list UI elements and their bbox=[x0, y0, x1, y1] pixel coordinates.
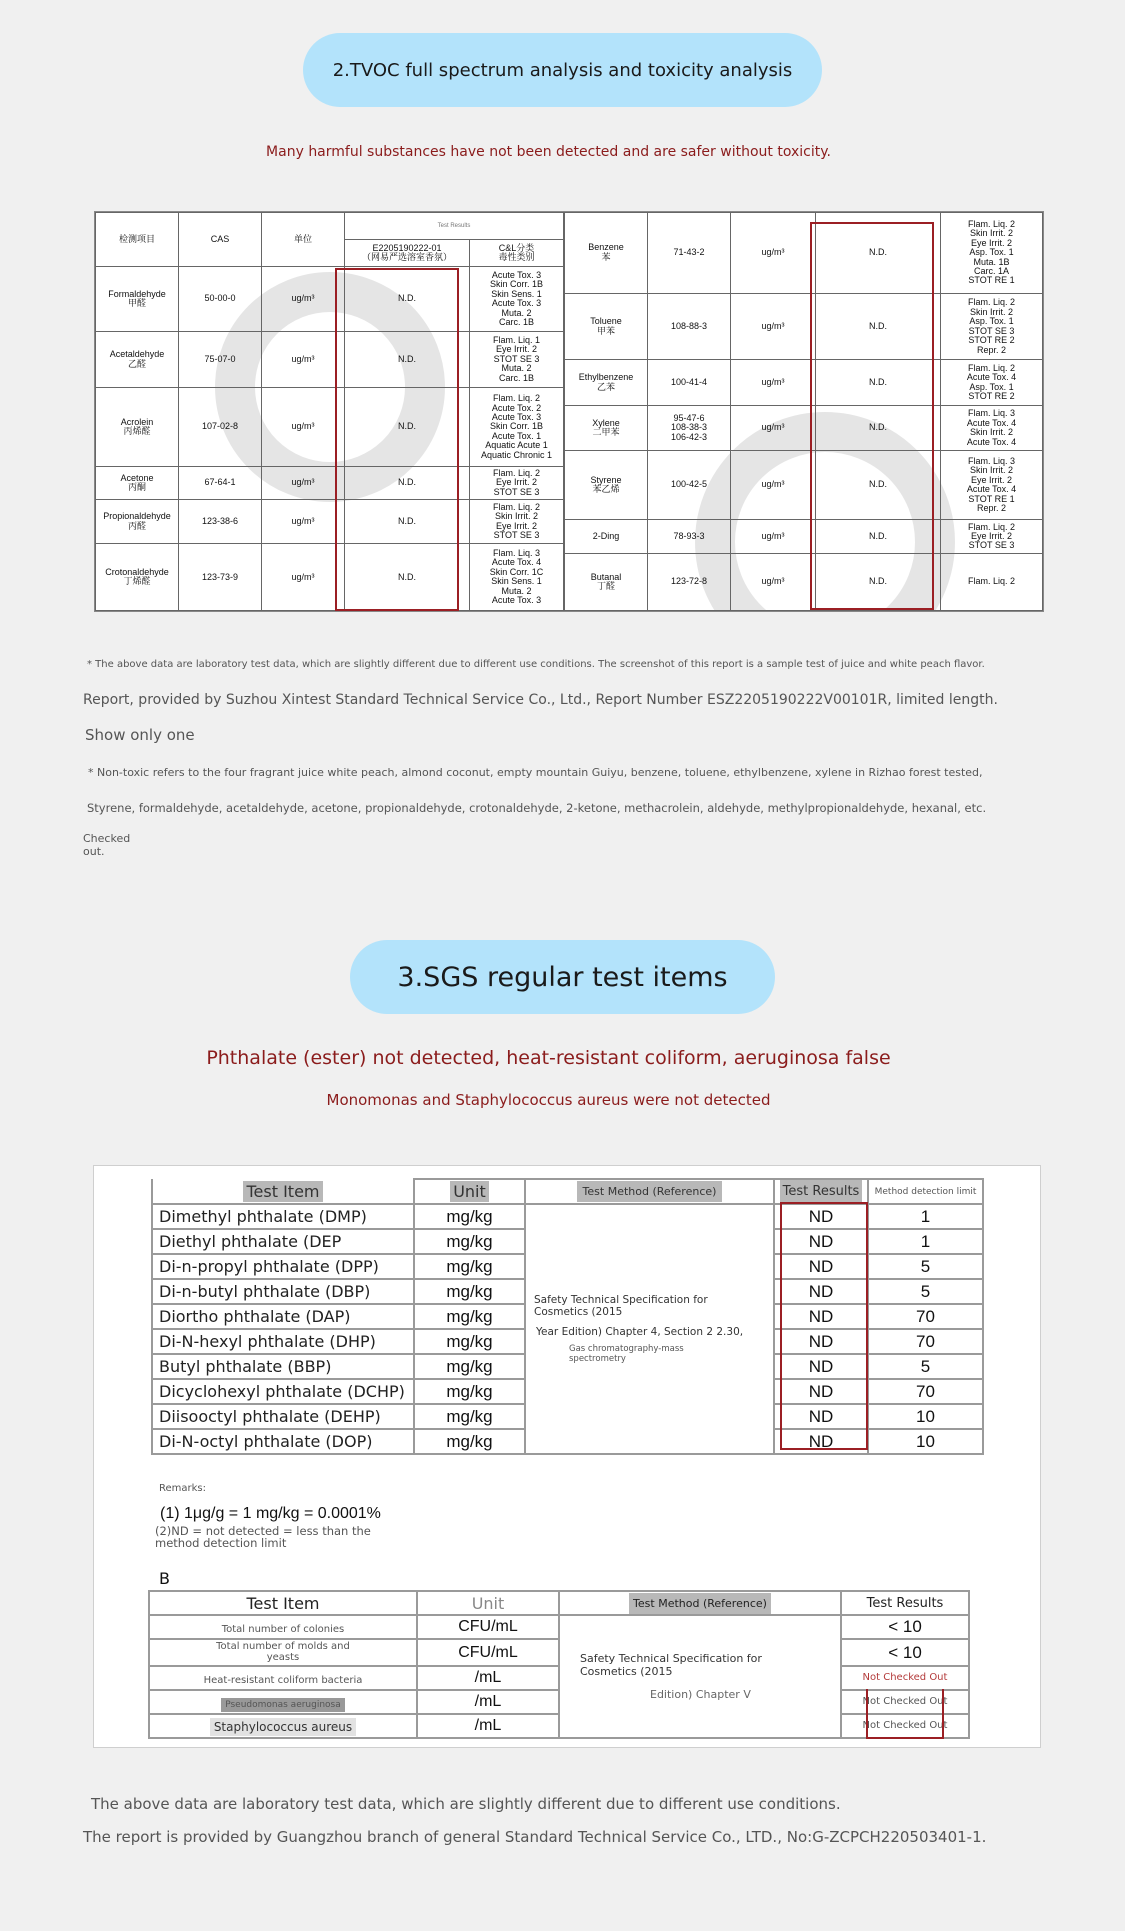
substance-name: Acrolein 丙烯醛 bbox=[96, 388, 179, 467]
phthalate-result: ND bbox=[774, 1429, 868, 1454]
phthalate-limit: 10 bbox=[868, 1404, 983, 1429]
substance-name: Xylene 二甲苯 bbox=[565, 405, 648, 450]
cl-classification: Flam. Liq. 3 Skin Irrit. 2 Eye Irrit. 2 Acute Tox. 4 STOT RE 1 Repr. 2 bbox=[941, 451, 1043, 520]
microbial-name: Total number of colonies bbox=[221, 1623, 345, 1635]
microbial-result: Not Checked Out bbox=[841, 1666, 969, 1690]
phthalate-limit: 70 bbox=[868, 1304, 983, 1329]
microbial-name-cell bbox=[149, 1639, 417, 1666]
mb-col-unit: Unit bbox=[417, 1591, 559, 1615]
substance-name: Propionaldehyde 丙醛 bbox=[96, 500, 179, 544]
col-cl: C&L分类 毒性类别 bbox=[470, 240, 564, 267]
section3-title: 3.SGS regular test items bbox=[397, 961, 728, 993]
section2-title-pill bbox=[303, 33, 822, 107]
tvoc-row bbox=[96, 544, 564, 611]
cas-number: 123-38-6 bbox=[179, 500, 262, 544]
tvoc-report-table bbox=[94, 211, 1044, 612]
section3-subtitle2: Monomonas and Staphylococcus aureus were not detected bbox=[326, 1091, 771, 1109]
col-unit: 单位 bbox=[262, 213, 345, 267]
section3-title-pill bbox=[350, 940, 775, 1014]
unit: ug/m³ bbox=[262, 500, 345, 544]
cas-number: 50-00-0 bbox=[179, 267, 262, 331]
ph-col-results: Test Results bbox=[780, 1180, 863, 1203]
substance-name: Styrene 苯乙烯 bbox=[565, 451, 648, 520]
tvoc-left-table bbox=[95, 212, 564, 611]
phthalate-name: Di-n-propyl phthalate (DPP) bbox=[152, 1254, 414, 1279]
cl-classification: Flam. Liq. 2 Acute Tox. 4 Asp. Tox. 1 STOT RE 2 bbox=[941, 360, 1043, 405]
method-line-2: Year Edition) Chapter 4, Section 2 2.30, bbox=[536, 1326, 744, 1338]
tvoc-row bbox=[565, 405, 1043, 450]
phthalate-row bbox=[152, 1204, 983, 1229]
result-value: N.D. bbox=[816, 360, 941, 405]
report-source: Report, provided by Suzhou Xintest Standard Technical Service Co., Ltd., Report Number ESZ2205190222V00101R, limited length. bbox=[83, 692, 998, 708]
microbial-name: Total number of molds and yeasts bbox=[216, 1641, 350, 1663]
cl-classification: Flam. Liq. 2 Eye Irrit. 2 STOT SE 3 bbox=[941, 520, 1043, 554]
result-value: N.D. bbox=[816, 520, 941, 554]
phthalate-result: ND bbox=[774, 1254, 868, 1279]
substance-name: Acetaldehyde 乙醛 bbox=[96, 331, 179, 387]
microbial-row bbox=[149, 1615, 969, 1639]
section2-title: 2.TVOC full spectrum analysis and toxicity analysis bbox=[332, 59, 793, 81]
result-value: N.D. bbox=[345, 331, 470, 387]
phthalate-unit: mg/kg bbox=[414, 1229, 525, 1254]
cl-classification: Flam. Liq. 2 Skin Irrit. 2 Eye Irrit. 2 STOT SE 3 bbox=[470, 500, 564, 544]
phthalate-name: Diethyl phthalate (DEP bbox=[152, 1229, 414, 1254]
microbial-name-cell bbox=[149, 1714, 417, 1738]
phthalate-name: Di-N-octyl phthalate (DOP) bbox=[152, 1429, 414, 1454]
phthalate-result: ND bbox=[774, 1354, 868, 1379]
microbial-table bbox=[148, 1590, 970, 1739]
result-value: N.D. bbox=[816, 405, 941, 450]
mb-col-results: Test Results bbox=[841, 1591, 969, 1615]
unit: ug/m³ bbox=[262, 544, 345, 611]
microbial-unit: CFU/mL bbox=[417, 1639, 559, 1666]
phthalate-result: ND bbox=[774, 1379, 868, 1404]
microbial-unit: CFU/mL bbox=[417, 1615, 559, 1639]
tvoc-row bbox=[96, 388, 564, 467]
method-line-1: Safety Technical Specification for Cosmetics (2015 bbox=[580, 1652, 762, 1678]
phthalate-limit: 70 bbox=[868, 1329, 983, 1354]
result-value: N.D. bbox=[345, 466, 470, 499]
phthalate-result: ND bbox=[774, 1229, 868, 1254]
phthalate-unit: mg/kg bbox=[414, 1304, 525, 1329]
phthalate-name: Di-N-hexyl phthalate (DHP) bbox=[152, 1329, 414, 1354]
substance-list: Styrene, formaldehyde, acetaldehyde, acetone, propionaldehyde, crotonaldehyde, 2-ketone, methacrolein, aldehyde, methylpropionaldehyde, hexanal, etc. bbox=[87, 801, 987, 815]
result-value: N.D. bbox=[345, 544, 470, 611]
col-sample: E2205190222-01 （网易严选溶室香氛） bbox=[345, 240, 470, 267]
microbial-name: Staphylococcus aureus bbox=[210, 1718, 356, 1736]
remarks-label: Remarks: bbox=[159, 1483, 207, 1494]
phthalate-name: Butyl phthalate (BBP) bbox=[152, 1354, 414, 1379]
tvoc-row bbox=[96, 466, 564, 499]
microbial-name-cell bbox=[149, 1666, 417, 1690]
cas-number: 123-72-8 bbox=[648, 554, 731, 611]
tvoc-row bbox=[96, 267, 564, 331]
phthalate-limit: 5 bbox=[868, 1354, 983, 1379]
unit: ug/m³ bbox=[731, 293, 816, 360]
unit: ug/m³ bbox=[262, 267, 345, 331]
footer-lab-note: The above data are laboratory test data, which are slightly different due to different use conditions. bbox=[91, 1795, 841, 1813]
method-line-1: Safety Technical Specification for Cosmetics (2015 bbox=[534, 1294, 708, 1318]
unit: ug/m³ bbox=[731, 520, 816, 554]
phthalate-unit: mg/kg bbox=[414, 1379, 525, 1404]
cl-classification: Flam. Liq. 1 Eye Irrit. 2 STOT SE 3 Muta. 2 Carc. 1B bbox=[470, 331, 564, 387]
result-value: N.D. bbox=[345, 267, 470, 331]
cas-number: 100-42-5 bbox=[648, 451, 731, 520]
method-line-3: Gas chromatography-mass spectrometry bbox=[569, 1344, 684, 1364]
phthalate-limit: 10 bbox=[868, 1429, 983, 1454]
cl-classification: Flam. Liq. 2 Skin Irrit. 2 Eye Irrit. 2 Asp. Tox. 1 Muta. 1B Carc. 1A STOT RE 1 bbox=[941, 213, 1043, 294]
cl-classification: Acute Tox. 3 Skin Corr. 1B Skin Sens. 1 Acute Tox. 3 Muta. 2 Carc. 1B bbox=[470, 267, 564, 331]
section2-subtitle: Many harmful substances have not been detected and are safer without toxicity. bbox=[266, 144, 831, 160]
phthalate-limit: 5 bbox=[868, 1279, 983, 1304]
phthalate-unit: mg/kg bbox=[414, 1329, 525, 1354]
phthalate-name: Dicyclohexyl phthalate (DCHP) bbox=[152, 1379, 414, 1404]
section3-subtitle1: Phthalate (ester) not detected, heat-resistant coliform, aeruginosa false bbox=[206, 1047, 891, 1069]
tvoc-row bbox=[565, 213, 1043, 294]
tvoc-row bbox=[565, 520, 1043, 554]
ph-col-method: Test Method (Reference) bbox=[577, 1181, 723, 1202]
unit: ug/m³ bbox=[731, 360, 816, 405]
tvoc-row bbox=[96, 331, 564, 387]
phthalate-unit: mg/kg bbox=[414, 1404, 525, 1429]
microbial-unit: /mL bbox=[417, 1714, 559, 1738]
unit: ug/m³ bbox=[731, 451, 816, 520]
phthalate-limit: 70 bbox=[868, 1379, 983, 1404]
substance-name: Crotonaldehyde 丁烯醛 bbox=[96, 544, 179, 611]
substance-name: Butanal 丁醛 bbox=[565, 554, 648, 611]
microbial-unit: /mL bbox=[417, 1690, 559, 1714]
micro-label: B bbox=[159, 1569, 170, 1588]
tvoc-row bbox=[565, 451, 1043, 520]
phthalate-name: Dimethyl phthalate (DMP) bbox=[152, 1204, 414, 1229]
cas-number: 78-93-3 bbox=[648, 520, 731, 554]
tvoc-row bbox=[565, 360, 1043, 405]
substance-name: Acetone 丙酮 bbox=[96, 466, 179, 499]
phthalate-name: Diortho phthalate (DAP) bbox=[152, 1304, 414, 1329]
cl-classification: Flam. Liq. 2 Acute Tox. 2 Acute Tox. 3 Skin Corr. 1B Acute Tox. 1 Aquatic Acute 1 Aquatic Chronic 1 bbox=[470, 388, 564, 467]
tvoc-row bbox=[96, 500, 564, 544]
mb-col-method: Test Method (Reference) bbox=[629, 1593, 771, 1614]
cl-classification: Flam. Liq. 3 Acute Tox. 4 Skin Irrit. 2 Acute Tox. 4 bbox=[941, 405, 1043, 450]
checked-out-2: out. bbox=[83, 845, 105, 858]
microbial-name: Pseudomonas aeruginosa bbox=[221, 1698, 345, 1712]
result-value: N.D. bbox=[816, 213, 941, 294]
cas-number: 75-07-0 bbox=[179, 331, 262, 387]
result-value: N.D. bbox=[816, 451, 941, 520]
result-value: N.D. bbox=[345, 500, 470, 544]
ph-col-limit: Method detection limit bbox=[868, 1179, 983, 1204]
substance-name: Toluene 甲苯 bbox=[565, 293, 648, 360]
phthalate-method bbox=[525, 1204, 774, 1454]
phthalate-table bbox=[151, 1178, 984, 1455]
phthalate-limit: 5 bbox=[868, 1254, 983, 1279]
unit: ug/m³ bbox=[262, 388, 345, 467]
nontoxic-note: * Non-toxic refers to the four fragrant juice white peach, almond coconut, empty mountain Guiyu, benzene, toluene, ethylbenzene, xylene in Rizhao forest tested, bbox=[88, 766, 983, 779]
phthalate-result: ND bbox=[774, 1404, 868, 1429]
ph-col-unit: Unit bbox=[450, 1181, 489, 1202]
tvoc-row bbox=[565, 554, 1043, 611]
phthalate-unit: mg/kg bbox=[414, 1279, 525, 1304]
show-only-one: Show only one bbox=[85, 726, 195, 744]
microbial-unit: /mL bbox=[417, 1666, 559, 1690]
col-cas: CAS bbox=[179, 213, 262, 267]
tvoc-right-table bbox=[564, 212, 1043, 611]
method-line-2: Edition) Chapter V bbox=[650, 1688, 751, 1701]
substance-name: 2-Ding bbox=[565, 520, 648, 554]
phthalate-unit: mg/kg bbox=[414, 1429, 525, 1454]
checked-out-1: Checked bbox=[83, 832, 131, 845]
unit: ug/m³ bbox=[262, 466, 345, 499]
cl-classification: Flam. Liq. 2 Skin Irrit. 2 Asp. Tox. 1 STOT SE 3 STOT RE 2 Repr. 2 bbox=[941, 293, 1043, 360]
unit: ug/m³ bbox=[731, 213, 816, 294]
cas-number: 123-73-9 bbox=[179, 544, 262, 611]
unit: ug/m³ bbox=[262, 331, 345, 387]
cas-number: 95-47-6 108-38-3 106-42-3 bbox=[648, 405, 731, 450]
microbial-name-cell bbox=[149, 1690, 417, 1714]
result-value: N.D. bbox=[816, 554, 941, 611]
cas-number: 71-43-2 bbox=[648, 213, 731, 294]
microbial-result: Not Checked Out bbox=[841, 1714, 969, 1738]
ph-col-item: Test Item bbox=[243, 1181, 322, 1202]
cl-classification: Flam. Liq. 2 Eye Irrit. 2 STOT SE 3 bbox=[470, 466, 564, 499]
microbial-result: < 10 bbox=[841, 1615, 969, 1639]
substance-name: Ethylbenzene 乙苯 bbox=[565, 360, 648, 405]
remark-2: (2)ND = not detected = less than the method detection limit bbox=[155, 1524, 371, 1551]
col-item: 检测项目 bbox=[96, 213, 179, 267]
cas-number: 100-41-4 bbox=[648, 360, 731, 405]
col-test-results: Test Results bbox=[345, 213, 564, 240]
substance-name: Formaldehyde 甲醛 bbox=[96, 267, 179, 331]
tvoc-row bbox=[565, 293, 1043, 360]
unit: ug/m³ bbox=[731, 405, 816, 450]
phthalate-limit: 1 bbox=[868, 1229, 983, 1254]
microbial-result: < 10 bbox=[841, 1639, 969, 1666]
phthalate-result: ND bbox=[774, 1279, 868, 1304]
microbial-result: Not Checked Out bbox=[841, 1690, 969, 1714]
phthalate-unit: mg/kg bbox=[414, 1254, 525, 1279]
remark-1: (1) 1μg/g = 1 mg/kg = 0.0001% bbox=[160, 1505, 381, 1522]
unit: ug/m³ bbox=[731, 554, 816, 611]
mb-col-item: Test Item bbox=[149, 1591, 417, 1615]
sgs-report-panel bbox=[93, 1165, 1041, 1748]
cas-number: 108-88-3 bbox=[648, 293, 731, 360]
microbial-name-cell bbox=[149, 1615, 417, 1639]
phthalate-unit: mg/kg bbox=[414, 1354, 525, 1379]
phthalate-result: ND bbox=[774, 1329, 868, 1354]
substance-name: Benzene 苯 bbox=[565, 213, 648, 294]
cl-classification: Flam. Liq. 2 bbox=[941, 554, 1043, 611]
cas-number: 107-02-8 bbox=[179, 388, 262, 467]
phthalate-result: ND bbox=[774, 1204, 868, 1229]
phthalate-name: Di-n-butyl phthalate (DBP) bbox=[152, 1279, 414, 1304]
result-value: N.D. bbox=[816, 293, 941, 360]
phthalate-unit: mg/kg bbox=[414, 1204, 525, 1229]
phthalate-name: Diisooctyl phthalate (DEHP) bbox=[152, 1404, 414, 1429]
phthalate-limit: 1 bbox=[868, 1204, 983, 1229]
phthalate-result: ND bbox=[774, 1304, 868, 1329]
microbial-method bbox=[559, 1615, 841, 1738]
lab-note: * The above data are laboratory test data, which are slightly different due to different use conditions. The screenshot of this report is a sample test of juice and white peach flavor. bbox=[87, 659, 985, 670]
footer-report: The report is provided by Guangzhou branch of general Standard Technical Service Co., LTD., No:G-ZCPCH220503401-1. bbox=[83, 1828, 987, 1846]
cas-number: 67-64-1 bbox=[179, 466, 262, 499]
microbial-name: Heat-resistant coliform bacteria bbox=[203, 1674, 363, 1686]
result-value: N.D. bbox=[345, 388, 470, 467]
cl-classification: Flam. Liq. 3 Acute Tox. 4 Skin Corr. 1C Skin Sens. 1 Muta. 2 Acute Tox. 3 bbox=[470, 544, 564, 611]
